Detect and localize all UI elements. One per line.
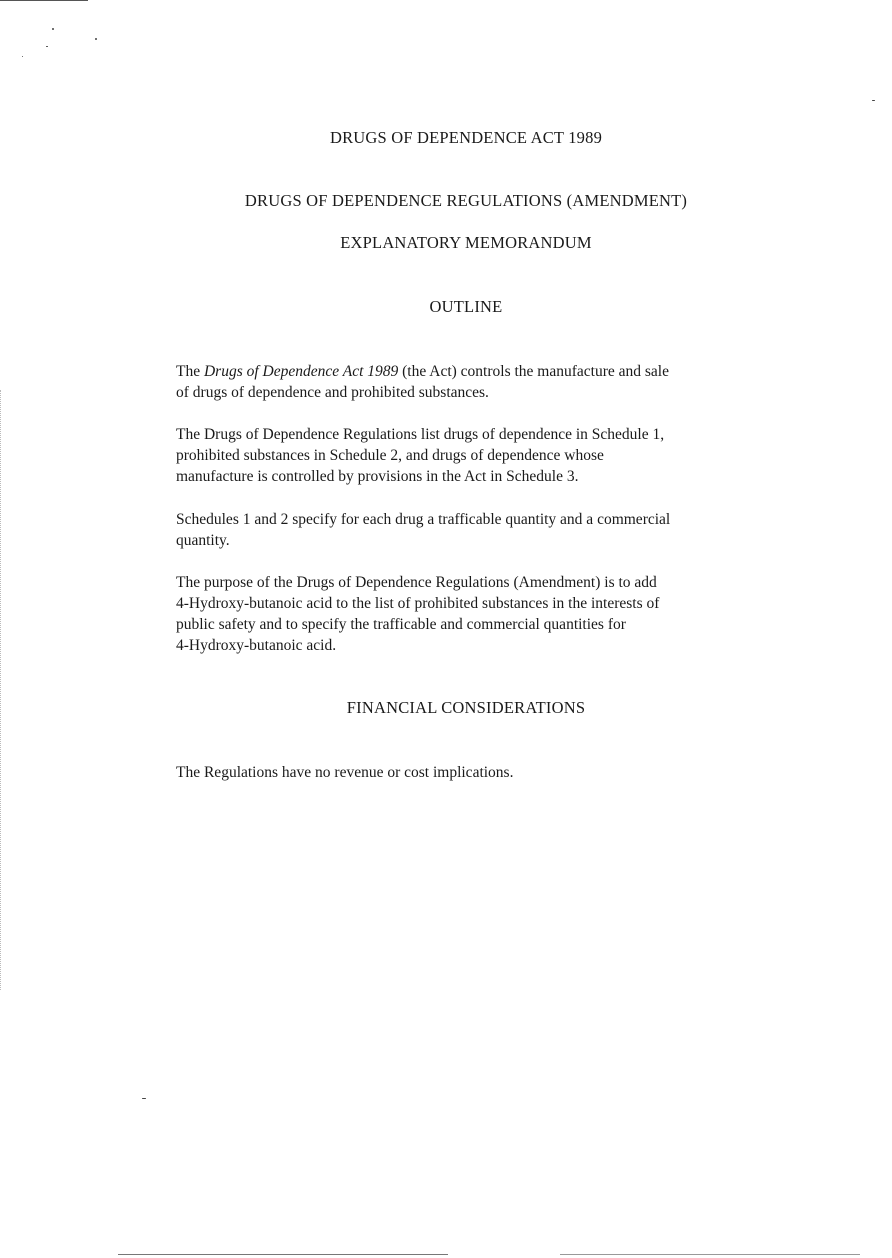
paragraph-line: 4-Hydroxy-butanoic acid to the list of prohibited substances in the interests of (176, 595, 660, 612)
act-title: DRUGS OF DEPENDENCE ACT 1989 (329, 128, 603, 147)
paragraph-line: The purpose of the Drugs of Dependence Regulations (Amendment) is to add (176, 574, 657, 591)
scan-edge-mark (0, 0, 88, 1)
scan-speck (95, 38, 97, 40)
outline-paragraph-2 (176, 424, 766, 487)
regulations-title: DRUGS OF DEPENDENCE REGULATIONS (AMENDMENT) (244, 191, 688, 210)
paragraph-line: public safety and to specify the trafficable and commercial quantities for (176, 616, 626, 633)
scan-speck (52, 28, 54, 30)
scan-speck (872, 100, 875, 101)
paragraph-line: quantity. (176, 532, 230, 549)
memo-title: EXPLANATORY MEMORANDUM (340, 233, 592, 252)
paragraph-line: of drugs of dependence and prohibited substances. (176, 384, 489, 401)
outline-paragraph-3 (176, 509, 766, 551)
text-run: (the Act) controls the manufacture and sale (398, 363, 669, 380)
scan-edge-mark (560, 1254, 860, 1255)
financial-heading: FINANCIAL CONSIDERATIONS (346, 698, 586, 717)
financial-paragraph (176, 762, 766, 783)
paragraph-line: The Drugs of Dependence Regulations list drugs of dependence in Schedule 1, (176, 426, 665, 443)
paragraph-line: manufacture is controlled by provisions in the Act in Schedule 3. (176, 468, 579, 485)
outline-heading: OUTLINE (429, 297, 503, 316)
paragraph-line (176, 361, 766, 382)
paragraph-line: Schedules 1 and 2 specify for each drug a trafficable quantity and a commercial (176, 511, 671, 528)
scan-speck (46, 46, 48, 47)
scan-speck (22, 56, 23, 57)
scan-edge-mark (118, 1254, 448, 1255)
text-run: The (176, 363, 204, 380)
act-name-italic: Drugs of Dependence Act 1989 (203, 363, 399, 380)
scan-speck (142, 1098, 146, 1099)
outline-paragraph-4 (176, 572, 766, 656)
paragraph-line: 4-Hydroxy-butanoic acid. (176, 637, 337, 654)
paragraph-line: prohibited substances in Schedule 2, and drugs of dependence whose (176, 447, 604, 464)
paragraph-line: The Regulations have no revenue or cost implications. (176, 764, 514, 781)
outline-paragraph-1 (176, 361, 766, 403)
scan-edge-mark (0, 390, 2, 990)
